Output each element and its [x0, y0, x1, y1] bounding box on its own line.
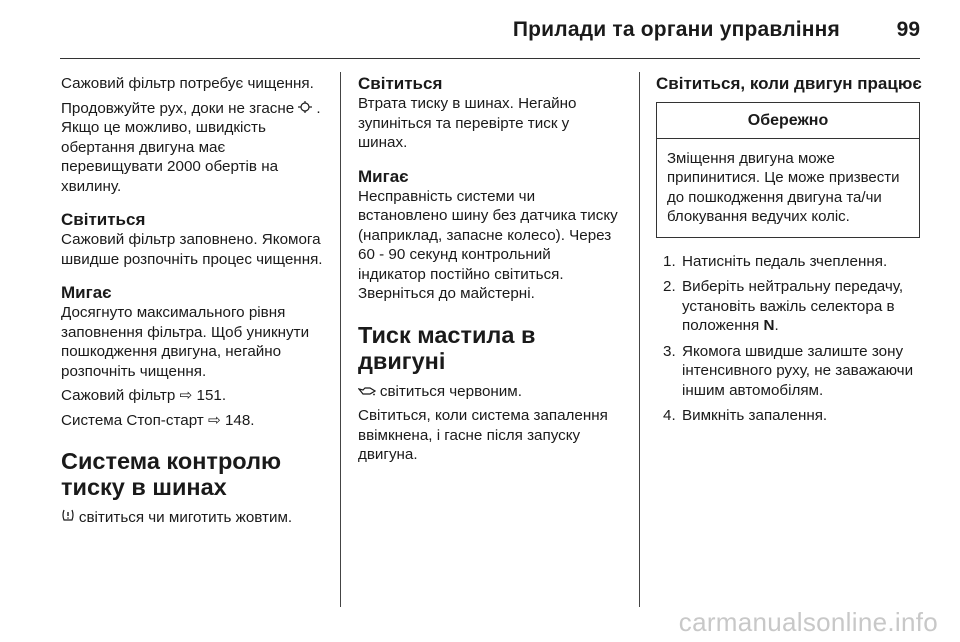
- subheading-lit: Світиться: [61, 210, 146, 229]
- reference-page: 151.: [196, 387, 227, 404]
- column-left: [61, 74, 323, 533]
- paragraph-text: світиться червоним.: [379, 382, 522, 400]
- step-text: Якомога швидше залиште зону інтенсивного руху, не заважаючи іншим автомобілям.: [682, 342, 914, 399]
- column-middle: [358, 74, 622, 470]
- paragraph-text: світиться чи миготить жовтим.: [78, 509, 293, 526]
- page-number: 99: [896, 18, 920, 41]
- steps-list: [656, 252, 924, 426]
- subheading: Світиться, коли двигун працює: [656, 74, 922, 93]
- step-text: Натисніть педаль зчеплення.: [682, 252, 888, 270]
- gear-position: N: [763, 317, 775, 334]
- cross-reference[interactable]: [61, 411, 323, 431]
- subheading-blink: Мигає: [358, 166, 409, 186]
- arrow-icon: ⇨: [208, 411, 221, 429]
- paragraph: [61, 508, 323, 528]
- step-text: .: [774, 317, 779, 334]
- paragraph: [61, 99, 323, 197]
- paragraph: Світиться, коли система запалення ввімкнена, і гасне після запуску двигуна.: [358, 407, 608, 463]
- list-item: [656, 252, 924, 272]
- caution-title: Обережно: [657, 103, 919, 139]
- column-right: [656, 74, 924, 432]
- paragraph-text: . Якщо це можливо, швидкість обертання двигуна має перевищувати 2000 обертів на хвилину.: [61, 99, 321, 195]
- cross-reference[interactable]: [61, 386, 323, 406]
- subheading-lit: Світиться: [358, 74, 443, 93]
- paragraph-text: Продовжуйте рух, доки не згасне: [61, 99, 295, 117]
- caution-text: Зміщення двигуна може припинитися. Це може призвести до пошкодження двигуна та/чи блокування ведучих коліс.: [667, 149, 900, 225]
- list-item: [656, 406, 924, 426]
- reference-text: Система Стоп-старт: [61, 411, 204, 429]
- gear-icon: [298, 100, 316, 116]
- paragraph: Втрата тиску в шинах. Негайно зупиніться та перевірте тиск у шинах.: [358, 95, 577, 151]
- arrow-icon: ⇨: [179, 387, 193, 404]
- watermark: carmanualsonline.info: [678, 607, 938, 637]
- paragraph: [358, 382, 622, 402]
- section-title: Тиск мастила в двигуні: [358, 321, 536, 374]
- reference-text: Сажовий фільтр: [61, 387, 176, 404]
- reference-page: 148.: [224, 411, 255, 429]
- column-divider: [639, 72, 640, 607]
- paragraph: Сажовий фільтр потребує чищення.: [61, 75, 314, 92]
- list-item: [656, 342, 924, 401]
- paragraph: Досягнуто максимального рівня заповнення фільтра. Щоб уникнути пошкодження двигуна, негайно розпочніть чищення.: [61, 304, 310, 380]
- step-number: 2.: [663, 278, 676, 295]
- page-title: Прилади та органи управління: [512, 18, 840, 41]
- step-number: 4.: [663, 407, 676, 424]
- step-number: 3.: [663, 342, 676, 360]
- subheading-blink: Мигає: [61, 283, 112, 302]
- column-divider: [340, 72, 341, 607]
- paragraph: Сажовий фільтр заповнено. Якомога швидше розпочніть процес чищення.: [61, 231, 323, 268]
- list-item: [656, 277, 924, 336]
- section-title: Система контролю тиску в шинах: [61, 448, 282, 500]
- paragraph: Несправність системи чи встановлено шину без датчика тиску (наприклад, запасне колесо). Через 60 - 90 секунд контрольний індикатор постійно світиться. Зверніться до майстерні.: [358, 187, 618, 302]
- page-header: [60, 0, 920, 59]
- caution-box: [656, 102, 920, 238]
- oil-can-icon: [358, 383, 380, 399]
- tyre-pressure-icon: [61, 509, 79, 525]
- step-text: Вимкніть запалення.: [682, 407, 828, 424]
- step-text: Виберіть нейтральну передачу, установіть важіль селектора в положення: [682, 278, 904, 334]
- step-number: 1.: [663, 252, 676, 270]
